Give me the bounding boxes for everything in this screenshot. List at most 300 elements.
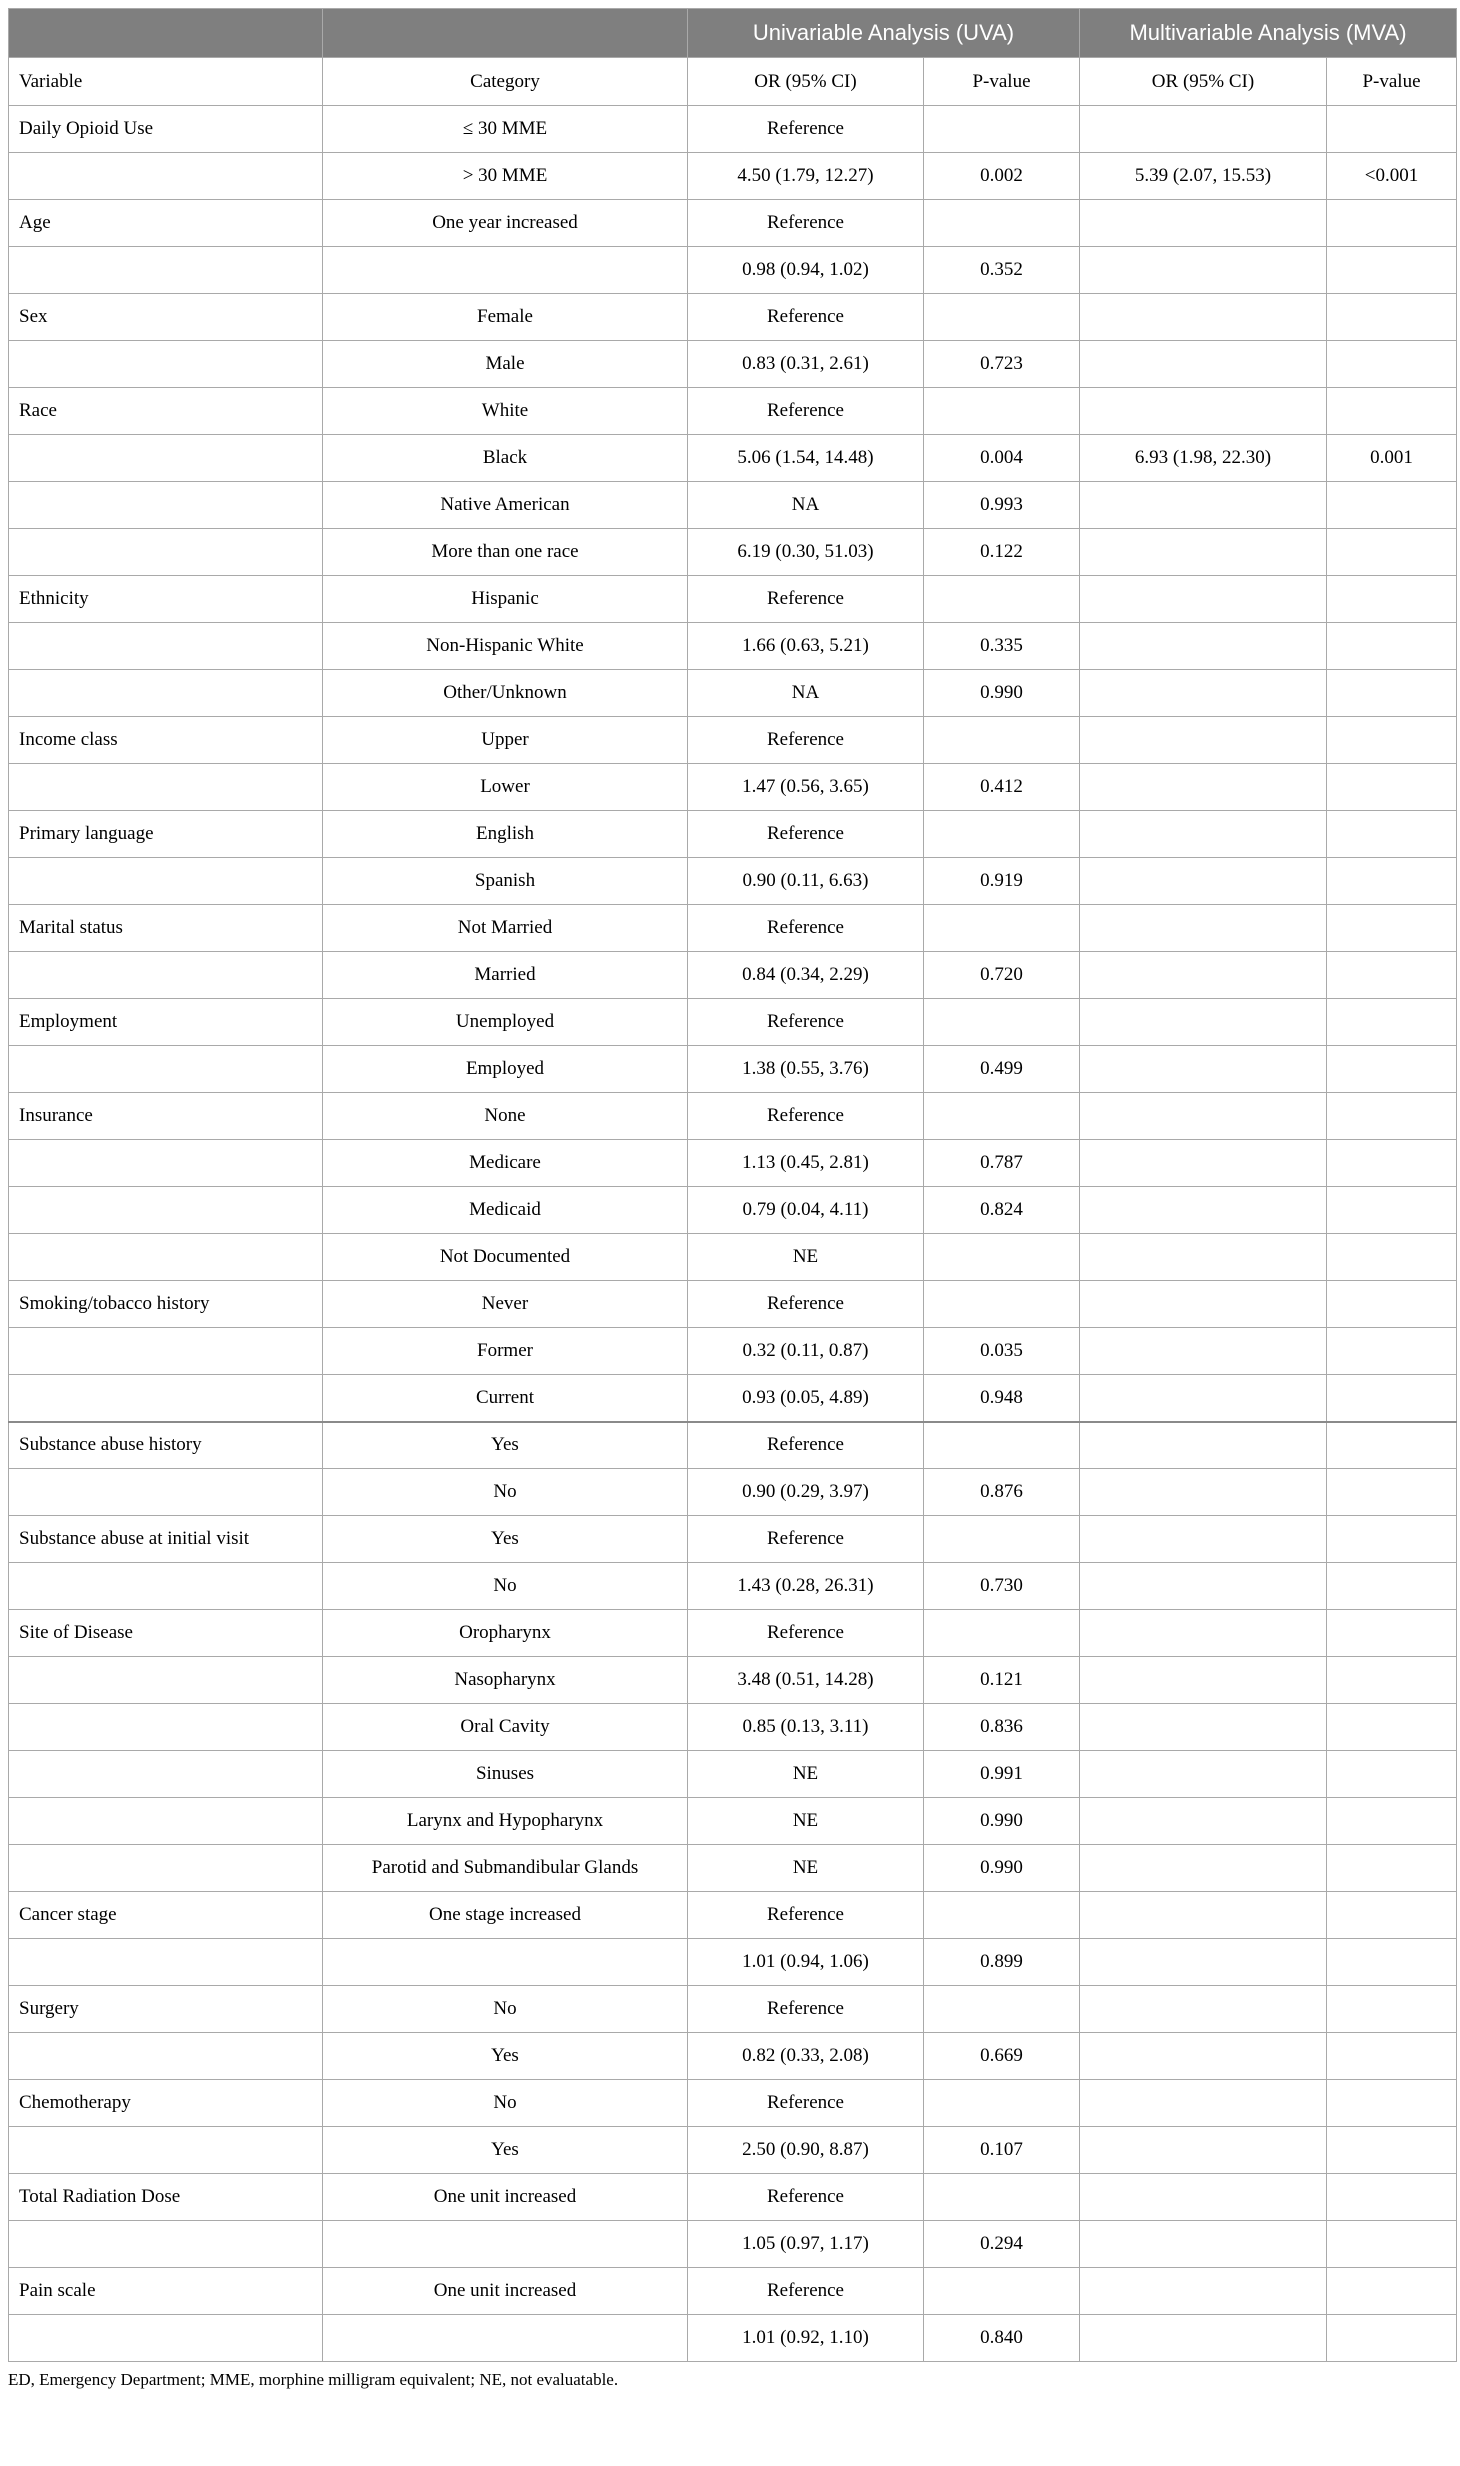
uva-or-cell: 1.66 (0.63, 5.21) — [688, 623, 924, 670]
mva-p-cell — [1327, 1140, 1457, 1187]
uva-p-cell: 0.004 — [924, 435, 1080, 482]
mva-or-cell — [1080, 1422, 1327, 1469]
mva-p-cell — [1327, 905, 1457, 952]
table-row — [9, 1939, 1457, 1986]
mva-or-cell — [1080, 1610, 1327, 1657]
table-container — [8, 8, 1456, 2390]
uva-p-cell — [924, 999, 1080, 1046]
column-header-row — [9, 58, 1457, 106]
mva-or-cell — [1080, 1046, 1327, 1093]
variable-cell — [9, 1845, 323, 1892]
uva-or-cell: 5.06 (1.54, 14.48) — [688, 435, 924, 482]
table-row — [9, 388, 1457, 435]
variable-cell: Site of Disease — [9, 1610, 323, 1657]
variable-cell — [9, 1563, 323, 1610]
uva-or-cell: 0.98 (0.94, 1.02) — [688, 247, 924, 294]
category-cell — [323, 2221, 688, 2268]
uva-or-cell: 0.84 (0.34, 2.29) — [688, 952, 924, 999]
uva-p-cell: 0.836 — [924, 1704, 1080, 1751]
uva-or-column-header: OR (95% CI) — [688, 58, 924, 106]
variable-cell: Employment — [9, 999, 323, 1046]
table-row — [9, 1657, 1457, 1704]
group-header-row — [9, 9, 1457, 58]
uva-or-cell: 1.05 (0.97, 1.17) — [688, 2221, 924, 2268]
uva-p-cell: 0.899 — [924, 1939, 1080, 1986]
table-row — [9, 1845, 1457, 1892]
table-row — [9, 1281, 1457, 1328]
mva-or-cell — [1080, 1093, 1327, 1140]
uva-or-cell: 2.50 (0.90, 8.87) — [688, 2127, 924, 2174]
table-row — [9, 482, 1457, 529]
variable-cell: Cancer stage — [9, 1892, 323, 1939]
variable-cell — [9, 1140, 323, 1187]
uva-or-cell: 1.43 (0.28, 26.31) — [688, 1563, 924, 1610]
table-row — [9, 858, 1457, 905]
table-row — [9, 2127, 1457, 2174]
mva-p-cell — [1327, 482, 1457, 529]
table-row — [9, 2221, 1457, 2268]
variable-cell — [9, 1704, 323, 1751]
mva-or-cell — [1080, 576, 1327, 623]
uva-or-cell: Reference — [688, 717, 924, 764]
mva-p-cell — [1327, 1516, 1457, 1563]
mva-or-cell — [1080, 1657, 1327, 1704]
mva-p-cell — [1327, 1281, 1457, 1328]
mva-or-cell — [1080, 1939, 1327, 1986]
category-cell: Spanish — [323, 858, 688, 905]
table-row — [9, 764, 1457, 811]
mva-p-cell — [1327, 388, 1457, 435]
table-row — [9, 247, 1457, 294]
variable-cell: Total Radiation Dose — [9, 2174, 323, 2221]
mva-or-cell — [1080, 388, 1327, 435]
uva-p-cell — [924, 1422, 1080, 1469]
table-row — [9, 1375, 1457, 1422]
variable-cell — [9, 623, 323, 670]
category-cell: One unit increased — [323, 2268, 688, 2315]
mva-or-cell — [1080, 2221, 1327, 2268]
mva-or-cell — [1080, 811, 1327, 858]
uva-p-cell — [924, 811, 1080, 858]
table-row — [9, 811, 1457, 858]
uva-p-cell — [924, 1892, 1080, 1939]
mva-p-cell — [1327, 1422, 1457, 1469]
category-cell: Hispanic — [323, 576, 688, 623]
mva-or-cell — [1080, 858, 1327, 905]
mva-p-cell — [1327, 2315, 1457, 2362]
table-row — [9, 576, 1457, 623]
mva-or-cell — [1080, 529, 1327, 576]
uva-p-cell — [924, 200, 1080, 247]
category-cell: Medicare — [323, 1140, 688, 1187]
uva-p-cell — [924, 2268, 1080, 2315]
table-row — [9, 670, 1457, 717]
variable-cell: Income class — [9, 717, 323, 764]
uva-p-cell — [924, 294, 1080, 341]
uva-or-cell: Reference — [688, 1986, 924, 2033]
uva-or-cell: NA — [688, 670, 924, 717]
table-row — [9, 153, 1457, 200]
mva-or-cell — [1080, 905, 1327, 952]
uva-or-cell: 0.93 (0.05, 4.89) — [688, 1375, 924, 1422]
uva-p-cell: 0.824 — [924, 1187, 1080, 1234]
variable-cell — [9, 2315, 323, 2362]
mva-or-cell — [1080, 294, 1327, 341]
uva-p-cell: 0.993 — [924, 482, 1080, 529]
table-row — [9, 1986, 1457, 2033]
uva-or-cell: 1.01 (0.92, 1.10) — [688, 2315, 924, 2362]
category-cell: Yes — [323, 1516, 688, 1563]
uva-or-cell: 3.48 (0.51, 14.28) — [688, 1657, 924, 1704]
category-cell: No — [323, 1986, 688, 2033]
mva-p-cell — [1327, 2080, 1457, 2127]
uva-p-cell — [924, 576, 1080, 623]
category-cell: More than one race — [323, 529, 688, 576]
mva-p-cell — [1327, 1375, 1457, 1422]
variable-cell — [9, 2127, 323, 2174]
category-cell — [323, 1939, 688, 1986]
category-cell: Male — [323, 341, 688, 388]
variable-cell — [9, 670, 323, 717]
category-cell: Employed — [323, 1046, 688, 1093]
category-cell: Yes — [323, 2127, 688, 2174]
table-row — [9, 1516, 1457, 1563]
category-cell: Yes — [323, 2033, 688, 2080]
category-cell: > 30 MME — [323, 153, 688, 200]
category-cell — [323, 247, 688, 294]
uva-or-cell: Reference — [688, 2174, 924, 2221]
mva-p-cell — [1327, 2268, 1457, 2315]
variable-cell — [9, 1469, 323, 1516]
variable-cell: Primary language — [9, 811, 323, 858]
uva-or-cell: Reference — [688, 1093, 924, 1140]
variable-cell — [9, 1751, 323, 1798]
category-cell: ≤ 30 MME — [323, 106, 688, 153]
variable-cell: Sex — [9, 294, 323, 341]
mva-or-cell — [1080, 952, 1327, 999]
uva-p-cell — [924, 2174, 1080, 2221]
variable-cell — [9, 529, 323, 576]
mva-or-cell — [1080, 1469, 1327, 1516]
uva-or-cell: NE — [688, 1234, 924, 1281]
uva-p-cell — [924, 1610, 1080, 1657]
mva-p-cell — [1327, 529, 1457, 576]
mva-p-cell — [1327, 2033, 1457, 2080]
blank-header-cell — [9, 9, 323, 58]
mva-p-column-header: P-value — [1327, 58, 1457, 106]
variable-cell — [9, 1657, 323, 1704]
mva-p-cell — [1327, 1610, 1457, 1657]
category-cell: Not Documented — [323, 1234, 688, 1281]
mva-or-column-header: OR (95% CI) — [1080, 58, 1327, 106]
uva-or-cell: 4.50 (1.79, 12.27) — [688, 153, 924, 200]
uva-or-cell: 0.83 (0.31, 2.61) — [688, 341, 924, 388]
table-row — [9, 1234, 1457, 1281]
variable-cell: Marital status — [9, 905, 323, 952]
variable-cell: Surgery — [9, 1986, 323, 2033]
mva-p-cell — [1327, 811, 1457, 858]
category-cell: Oral Cavity — [323, 1704, 688, 1751]
uva-or-cell: Reference — [688, 294, 924, 341]
uva-or-cell: NA — [688, 482, 924, 529]
category-column-header: Category — [323, 58, 688, 106]
mva-or-cell — [1080, 1986, 1327, 2033]
category-cell: Oropharynx — [323, 1610, 688, 1657]
uva-p-cell: 0.990 — [924, 670, 1080, 717]
category-cell: Nasopharynx — [323, 1657, 688, 1704]
category-cell: One year increased — [323, 200, 688, 247]
table-row — [9, 1187, 1457, 1234]
mva-p-cell — [1327, 1798, 1457, 1845]
uva-p-cell — [924, 1986, 1080, 2033]
variable-cell — [9, 1375, 323, 1422]
mva-p-cell — [1327, 858, 1457, 905]
uva-p-cell — [924, 1093, 1080, 1140]
table-row — [9, 1140, 1457, 1187]
category-cell: No — [323, 1563, 688, 1610]
table-row — [9, 1469, 1457, 1516]
uva-or-cell: 0.32 (0.11, 0.87) — [688, 1328, 924, 1375]
uva-p-cell: 0.919 — [924, 858, 1080, 905]
uva-p-cell — [924, 1516, 1080, 1563]
mva-or-cell — [1080, 2268, 1327, 2315]
uva-p-cell: 0.876 — [924, 1469, 1080, 1516]
mva-p-cell — [1327, 200, 1457, 247]
uva-p-cell — [924, 717, 1080, 764]
mva-p-cell — [1327, 1657, 1457, 1704]
mva-p-cell — [1327, 1469, 1457, 1516]
category-cell: Parotid and Submandibular Glands — [323, 1845, 688, 1892]
uva-or-cell: Reference — [688, 1610, 924, 1657]
table-row — [9, 2315, 1457, 2362]
mva-or-cell — [1080, 247, 1327, 294]
category-cell: White — [323, 388, 688, 435]
table-row — [9, 905, 1457, 952]
variable-cell: Chemotherapy — [9, 2080, 323, 2127]
category-cell: Former — [323, 1328, 688, 1375]
variable-cell: Substance abuse at initial visit — [9, 1516, 323, 1563]
uva-p-cell: 0.335 — [924, 623, 1080, 670]
uva-or-cell: Reference — [688, 811, 924, 858]
mva-p-cell — [1327, 1046, 1457, 1093]
uva-p-cell: 0.107 — [924, 2127, 1080, 2174]
variable-cell — [9, 435, 323, 482]
mva-p-cell: 0.001 — [1327, 435, 1457, 482]
variable-cell — [9, 247, 323, 294]
uva-or-cell: Reference — [688, 388, 924, 435]
table-row — [9, 294, 1457, 341]
mva-or-cell — [1080, 1563, 1327, 1610]
mva-or-cell — [1080, 2033, 1327, 2080]
table-row — [9, 999, 1457, 1046]
table-row — [9, 2174, 1457, 2221]
category-cell: Female — [323, 294, 688, 341]
uva-p-cell: 0.840 — [924, 2315, 1080, 2362]
mva-or-cell — [1080, 1845, 1327, 1892]
variable-cell: Age — [9, 200, 323, 247]
table-row — [9, 2268, 1457, 2315]
category-cell: Native American — [323, 482, 688, 529]
mva-or-cell — [1080, 1798, 1327, 1845]
mva-p-cell — [1327, 1093, 1457, 1140]
uva-p-cell — [924, 2080, 1080, 2127]
uva-or-cell: Reference — [688, 1892, 924, 1939]
variable-column-header: Variable — [9, 58, 323, 106]
uva-or-cell: 0.82 (0.33, 2.08) — [688, 2033, 924, 2080]
mva-p-cell — [1327, 999, 1457, 1046]
mva-p-cell — [1327, 1845, 1457, 1892]
uva-p-cell: 0.948 — [924, 1375, 1080, 1422]
variable-cell — [9, 1798, 323, 1845]
uva-p-cell — [924, 388, 1080, 435]
variable-cell: Smoking/tobacco history — [9, 1281, 323, 1328]
mva-or-cell — [1080, 623, 1327, 670]
category-cell: Not Married — [323, 905, 688, 952]
mva-p-cell — [1327, 2221, 1457, 2268]
uva-p-cell: 0.035 — [924, 1328, 1080, 1375]
table-row — [9, 1093, 1457, 1140]
category-cell: One stage increased — [323, 1892, 688, 1939]
category-cell — [323, 2315, 688, 2362]
uva-p-cell: 0.294 — [924, 2221, 1080, 2268]
uva-p-cell: 0.990 — [924, 1798, 1080, 1845]
uva-group-header: Univariable Analysis (UVA) — [688, 9, 1080, 58]
category-cell: None — [323, 1093, 688, 1140]
uva-or-cell: 1.38 (0.55, 3.76) — [688, 1046, 924, 1093]
uva-or-cell: Reference — [688, 2080, 924, 2127]
table-row — [9, 717, 1457, 764]
category-cell: Married — [323, 952, 688, 999]
category-cell: No — [323, 1469, 688, 1516]
table-row — [9, 341, 1457, 388]
uva-or-cell: Reference — [688, 999, 924, 1046]
mva-or-cell — [1080, 717, 1327, 764]
variable-cell: Race — [9, 388, 323, 435]
uva-p-cell — [924, 106, 1080, 153]
mva-p-cell — [1327, 576, 1457, 623]
mva-or-cell: 5.39 (2.07, 15.53) — [1080, 153, 1327, 200]
mva-or-cell — [1080, 2174, 1327, 2221]
variable-cell: Daily Opioid Use — [9, 106, 323, 153]
table-row — [9, 2080, 1457, 2127]
table-row — [9, 623, 1457, 670]
table-row — [9, 1798, 1457, 1845]
table-row — [9, 435, 1457, 482]
mva-or-cell — [1080, 1140, 1327, 1187]
mva-p-cell — [1327, 952, 1457, 999]
variable-cell — [9, 858, 323, 905]
uva-p-cell: 0.720 — [924, 952, 1080, 999]
uva-p-cell: 0.990 — [924, 1845, 1080, 1892]
uva-p-cell: 0.121 — [924, 1657, 1080, 1704]
uva-or-cell: Reference — [688, 200, 924, 247]
uva-or-cell: 0.90 (0.11, 6.63) — [688, 858, 924, 905]
mva-p-cell — [1327, 670, 1457, 717]
variable-cell: Ethnicity — [9, 576, 323, 623]
mva-p-cell — [1327, 2127, 1457, 2174]
mva-or-cell — [1080, 1516, 1327, 1563]
mva-p-cell — [1327, 1751, 1457, 1798]
uva-or-cell: NE — [688, 1798, 924, 1845]
mva-or-cell — [1080, 1187, 1327, 1234]
table-row — [9, 106, 1457, 153]
mva-or-cell — [1080, 2080, 1327, 2127]
mva-or-cell — [1080, 764, 1327, 811]
uva-p-cell: 0.991 — [924, 1751, 1080, 1798]
mva-p-cell — [1327, 2174, 1457, 2221]
category-cell: Medicaid — [323, 1187, 688, 1234]
blank-header-cell — [323, 9, 688, 58]
category-cell: Upper — [323, 717, 688, 764]
table-row — [9, 1563, 1457, 1610]
uva-or-cell: 0.90 (0.29, 3.97) — [688, 1469, 924, 1516]
mva-or-cell: 6.93 (1.98, 22.30) — [1080, 435, 1327, 482]
variable-cell — [9, 764, 323, 811]
category-cell: Unemployed — [323, 999, 688, 1046]
table-row — [9, 1610, 1457, 1657]
table-row — [9, 529, 1457, 576]
mva-or-cell — [1080, 2315, 1327, 2362]
mva-or-cell — [1080, 670, 1327, 717]
variable-cell: Substance abuse history — [9, 1422, 323, 1469]
uva-p-cell: 0.730 — [924, 1563, 1080, 1610]
mva-or-cell — [1080, 1375, 1327, 1422]
mva-p-cell: <0.001 — [1327, 153, 1457, 200]
table-row — [9, 1892, 1457, 1939]
table-row — [9, 1328, 1457, 1375]
uva-p-cell: 0.122 — [924, 529, 1080, 576]
mva-p-cell — [1327, 1704, 1457, 1751]
mva-p-cell — [1327, 764, 1457, 811]
variable-cell — [9, 1046, 323, 1093]
variable-cell: Pain scale — [9, 2268, 323, 2315]
uva-p-column-header: P-value — [924, 58, 1080, 106]
category-cell: Other/Unknown — [323, 670, 688, 717]
table-row — [9, 1704, 1457, 1751]
variable-cell — [9, 1234, 323, 1281]
table-row — [9, 200, 1457, 247]
category-cell: English — [323, 811, 688, 858]
mva-or-cell — [1080, 1234, 1327, 1281]
table-footnote: ED, Emergency Department; MME, morphine milligram equivalent; NE, not evaluatable. — [8, 2370, 619, 2389]
odds-ratio-table — [8, 8, 1457, 2362]
uva-or-cell: 1.13 (0.45, 2.81) — [688, 1140, 924, 1187]
uva-p-cell: 0.669 — [924, 2033, 1080, 2080]
uva-or-cell: Reference — [688, 1422, 924, 1469]
table-row — [9, 1422, 1457, 1469]
uva-or-cell: 6.19 (0.30, 51.03) — [688, 529, 924, 576]
mva-or-cell — [1080, 1281, 1327, 1328]
uva-p-cell — [924, 1281, 1080, 1328]
mva-p-cell — [1327, 1563, 1457, 1610]
table-row — [9, 2033, 1457, 2080]
mva-group-header: Multivariable Analysis (MVA) — [1080, 9, 1457, 58]
uva-or-cell: 0.79 (0.04, 4.11) — [688, 1187, 924, 1234]
uva-or-cell: NE — [688, 1845, 924, 1892]
mva-p-cell — [1327, 717, 1457, 764]
category-cell: Current — [323, 1375, 688, 1422]
variable-cell — [9, 1939, 323, 1986]
uva-or-cell: 1.01 (0.94, 1.06) — [688, 1939, 924, 1986]
variable-cell — [9, 2221, 323, 2268]
variable-cell: Insurance — [9, 1093, 323, 1140]
uva-or-cell: Reference — [688, 106, 924, 153]
uva-or-cell: Reference — [688, 1281, 924, 1328]
variable-cell — [9, 341, 323, 388]
table-row — [9, 1046, 1457, 1093]
variable-cell — [9, 952, 323, 999]
uva-p-cell: 0.352 — [924, 247, 1080, 294]
